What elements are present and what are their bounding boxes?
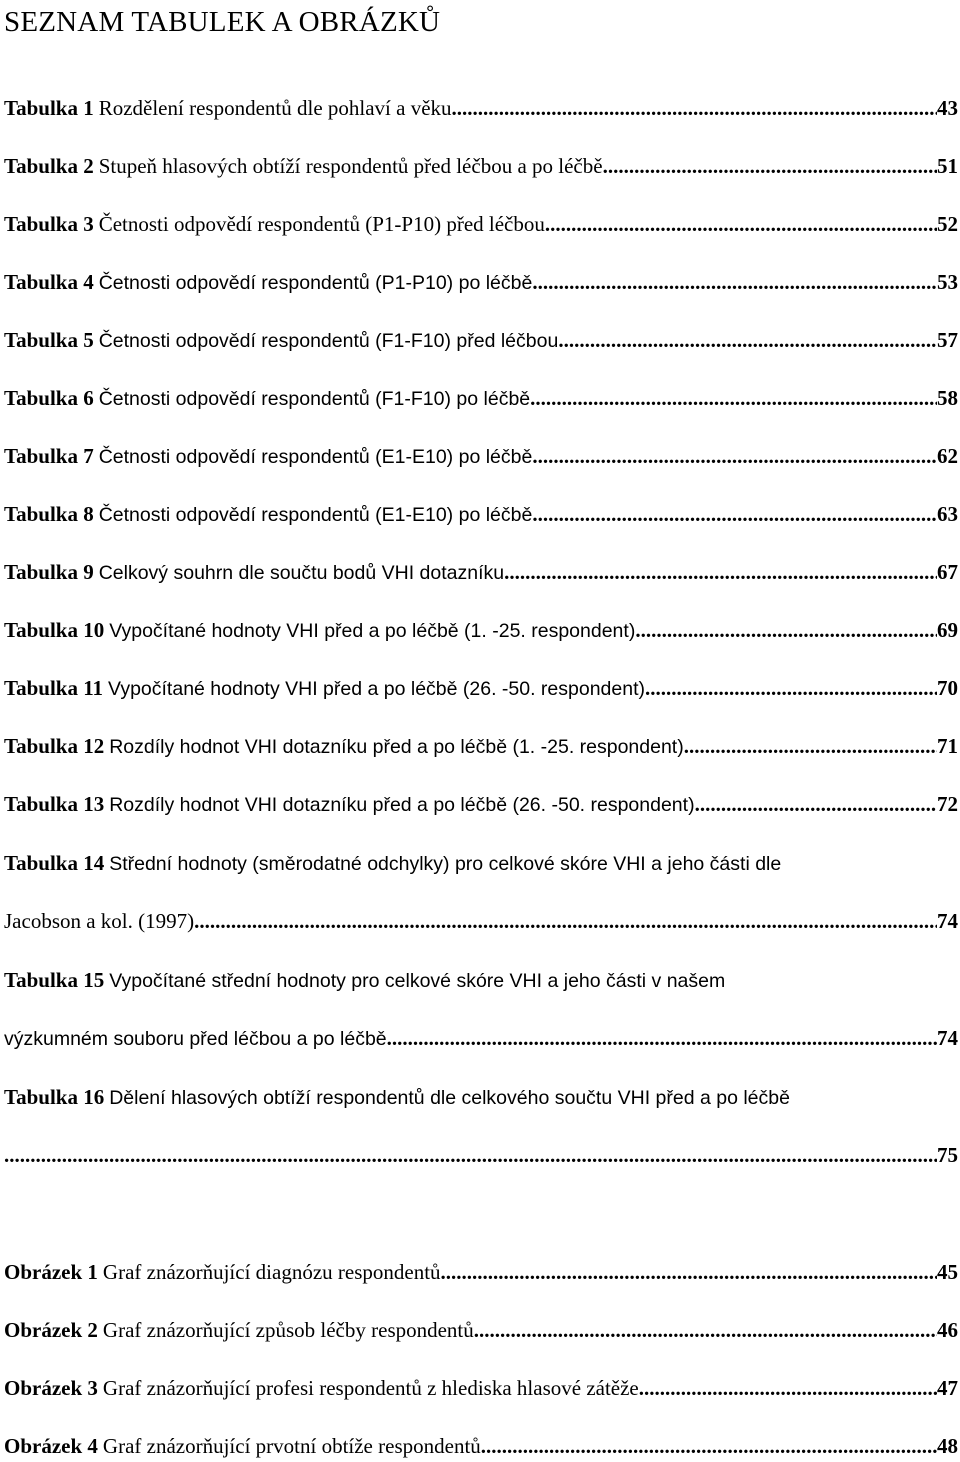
entry-text: Graf znázorňující prvotní obtíže respondentů [102, 1434, 481, 1458]
toc-entry-table-12[interactable] [4, 732, 958, 760]
entry-text: Vypočítané střední hodnoty pro celkové skóre VHI a jeho části v našem [109, 970, 726, 992]
entry-label: Tabulka 15 [4, 968, 105, 992]
entry-label: Tabulka 12 [4, 734, 105, 758]
leader-dots [603, 152, 937, 180]
leader-dots [695, 790, 937, 818]
entry-page: 57 [937, 328, 958, 352]
entry-page: 70 [937, 676, 958, 700]
entry-page: 45 [937, 1260, 958, 1284]
entry-text: Četnosti odpovědí respondentů (P1-P10) po léčbě [98, 272, 533, 294]
entry-text: Vypočítané hodnoty VHI před a po léčbě (1. -25. respondent) [109, 620, 636, 642]
entry-label: Tabulka 10 [4, 618, 105, 642]
entry-label: Obrázek 1 [4, 1260, 98, 1284]
entry-text: Rozdíly hodnot VHI dotazníku před a po léčbě (1. -25. respondent) [109, 736, 684, 758]
entry-page: 52 [937, 212, 958, 236]
leader-dots [530, 384, 937, 412]
leader-dots [194, 907, 937, 935]
entry-page: 74 [937, 909, 958, 933]
toc-entry-table-8[interactable] [4, 500, 958, 528]
toc-entry-table-14[interactable] [4, 849, 958, 933]
toc-entry-table-15[interactable] [4, 966, 958, 1050]
entry-page: 62 [937, 444, 958, 468]
leader-dots [387, 1024, 937, 1052]
entry-page: 75 [937, 1143, 958, 1167]
entry-text: Rozdělení respondentů dle pohlaví a věku [98, 96, 452, 120]
entry-page: 71 [937, 734, 958, 758]
entry-text: Četnosti odpovědí respondentů (F1-F10) před léčbou [98, 330, 559, 352]
entry-text: Stupeň hlasových obtíží respondentů před léčbou a po léčbě [98, 154, 603, 178]
entry-label: Obrázek 4 [4, 1434, 98, 1458]
entry-label: Tabulka 16 [4, 1085, 105, 1109]
entry-page: 43 [937, 96, 958, 120]
entry-text: Graf znázorňující diagnózu respondentů [102, 1260, 441, 1284]
entry-page: 58 [937, 386, 958, 410]
toc-entry-table-4[interactable] [4, 268, 958, 296]
entry-label: Tabulka 7 [4, 444, 94, 468]
leader-dots [635, 616, 937, 644]
entry-label: Tabulka 13 [4, 792, 105, 816]
entry-page: 67 [937, 560, 958, 584]
entry-label: Tabulka 14 [4, 851, 105, 875]
entry-text: Graf znázorňující způsob léčby respondentů [102, 1318, 474, 1342]
entry-page: 48 [937, 1434, 958, 1458]
entry-text: Četnosti odpovědí respondentů (E1-E10) po léčbě [98, 446, 533, 468]
entry-label: Tabulka 8 [4, 502, 94, 526]
leader-dots [645, 674, 937, 702]
toc-entry-table-7[interactable] [4, 442, 958, 470]
entry-text: Rozdíly hodnot VHI dotazníku před a po léčbě (26. -50. respondent) [109, 794, 695, 816]
leader-dots [532, 442, 937, 470]
page-title: SEZNAM TABULEK A OBRÁZKŮ [4, 6, 441, 38]
toc-entry-table-13[interactable] [4, 790, 958, 818]
leader-dots [639, 1374, 937, 1402]
toc-entry-table-16[interactable] [4, 1083, 958, 1167]
entry-page: 53 [937, 270, 958, 294]
entry-text-continuation: Jacobson a kol. (1997) [4, 909, 195, 933]
entry-label: Tabulka 1 [4, 96, 94, 120]
leader-dots [545, 210, 937, 238]
toc-entry-figure-2[interactable] [4, 1316, 958, 1344]
leader-dots [481, 1432, 937, 1460]
leader-dots [684, 732, 937, 760]
entry-page: 46 [937, 1318, 958, 1342]
entry-label: Tabulka 4 [4, 270, 94, 294]
toc-entry-table-5[interactable] [4, 326, 958, 354]
leader-dots [532, 268, 937, 296]
entry-label: Tabulka 11 [4, 676, 104, 700]
leader-dots [532, 500, 937, 528]
leader-dots [441, 1258, 937, 1286]
entry-label: Tabulka 6 [4, 386, 94, 410]
leader-dots [452, 94, 937, 122]
toc-entry-table-9[interactable] [4, 558, 958, 586]
entry-label: Obrázek 2 [4, 1318, 98, 1342]
entry-text: Vypočítané hodnoty VHI před a po léčbě (26. -50. respondent) [108, 678, 646, 700]
entry-text: Celkový souhrn dle součtu bodů VHI dotazníku [98, 562, 505, 584]
entry-label: Tabulka 3 [4, 212, 94, 236]
toc-entry-table-3[interactable] [4, 210, 958, 238]
entry-text: Dělení hlasových obtíží respondentů dle celkového součtu VHI před a po léčbě [109, 1087, 790, 1109]
toc-entry-table-2[interactable] [4, 152, 958, 180]
entry-page: 69 [937, 618, 958, 642]
leader-dots [474, 1316, 937, 1344]
entry-text: Střední hodnoty (směrodatné odchylky) pro celkové skóre VHI a jeho části dle [109, 853, 782, 875]
toc-entry-table-6[interactable] [4, 384, 958, 412]
entry-page: 74 [937, 1026, 958, 1050]
entry-text-continuation: výzkumném souboru před léčbou a po léčbě [4, 1028, 387, 1050]
entry-text: Četnosti odpovědí respondentů (F1-F10) po léčbě [98, 388, 531, 410]
entry-text: Četnosti odpovědí respondentů (P1-P10) před léčbou [98, 212, 545, 236]
entry-page: 72 [937, 792, 958, 816]
toc-entry-figure-3[interactable] [4, 1374, 958, 1402]
entry-label: Tabulka 5 [4, 328, 94, 352]
toc-entry-figure-1[interactable] [4, 1258, 958, 1286]
toc-entry-table-11[interactable] [4, 674, 958, 702]
entry-label: Tabulka 9 [4, 560, 94, 584]
toc-entry-table-1[interactable] [4, 94, 958, 122]
leader-dots [558, 326, 937, 354]
entry-text: Graf znázorňující profesi respondentů z hlediska hlasové zátěže [102, 1376, 639, 1400]
entry-text: Četnosti odpovědí respondentů (E1-E10) po léčbě [98, 504, 533, 526]
leader-dots [504, 558, 937, 586]
entry-label: Tabulka 2 [4, 154, 94, 178]
leader-dots [4, 1141, 937, 1169]
entry-page: 63 [937, 502, 958, 526]
toc-entry-figure-4[interactable] [4, 1432, 958, 1460]
entry-label: Obrázek 3 [4, 1376, 98, 1400]
toc-entry-table-10[interactable] [4, 616, 958, 644]
entry-page: 47 [937, 1376, 958, 1400]
entry-page: 51 [937, 154, 958, 178]
